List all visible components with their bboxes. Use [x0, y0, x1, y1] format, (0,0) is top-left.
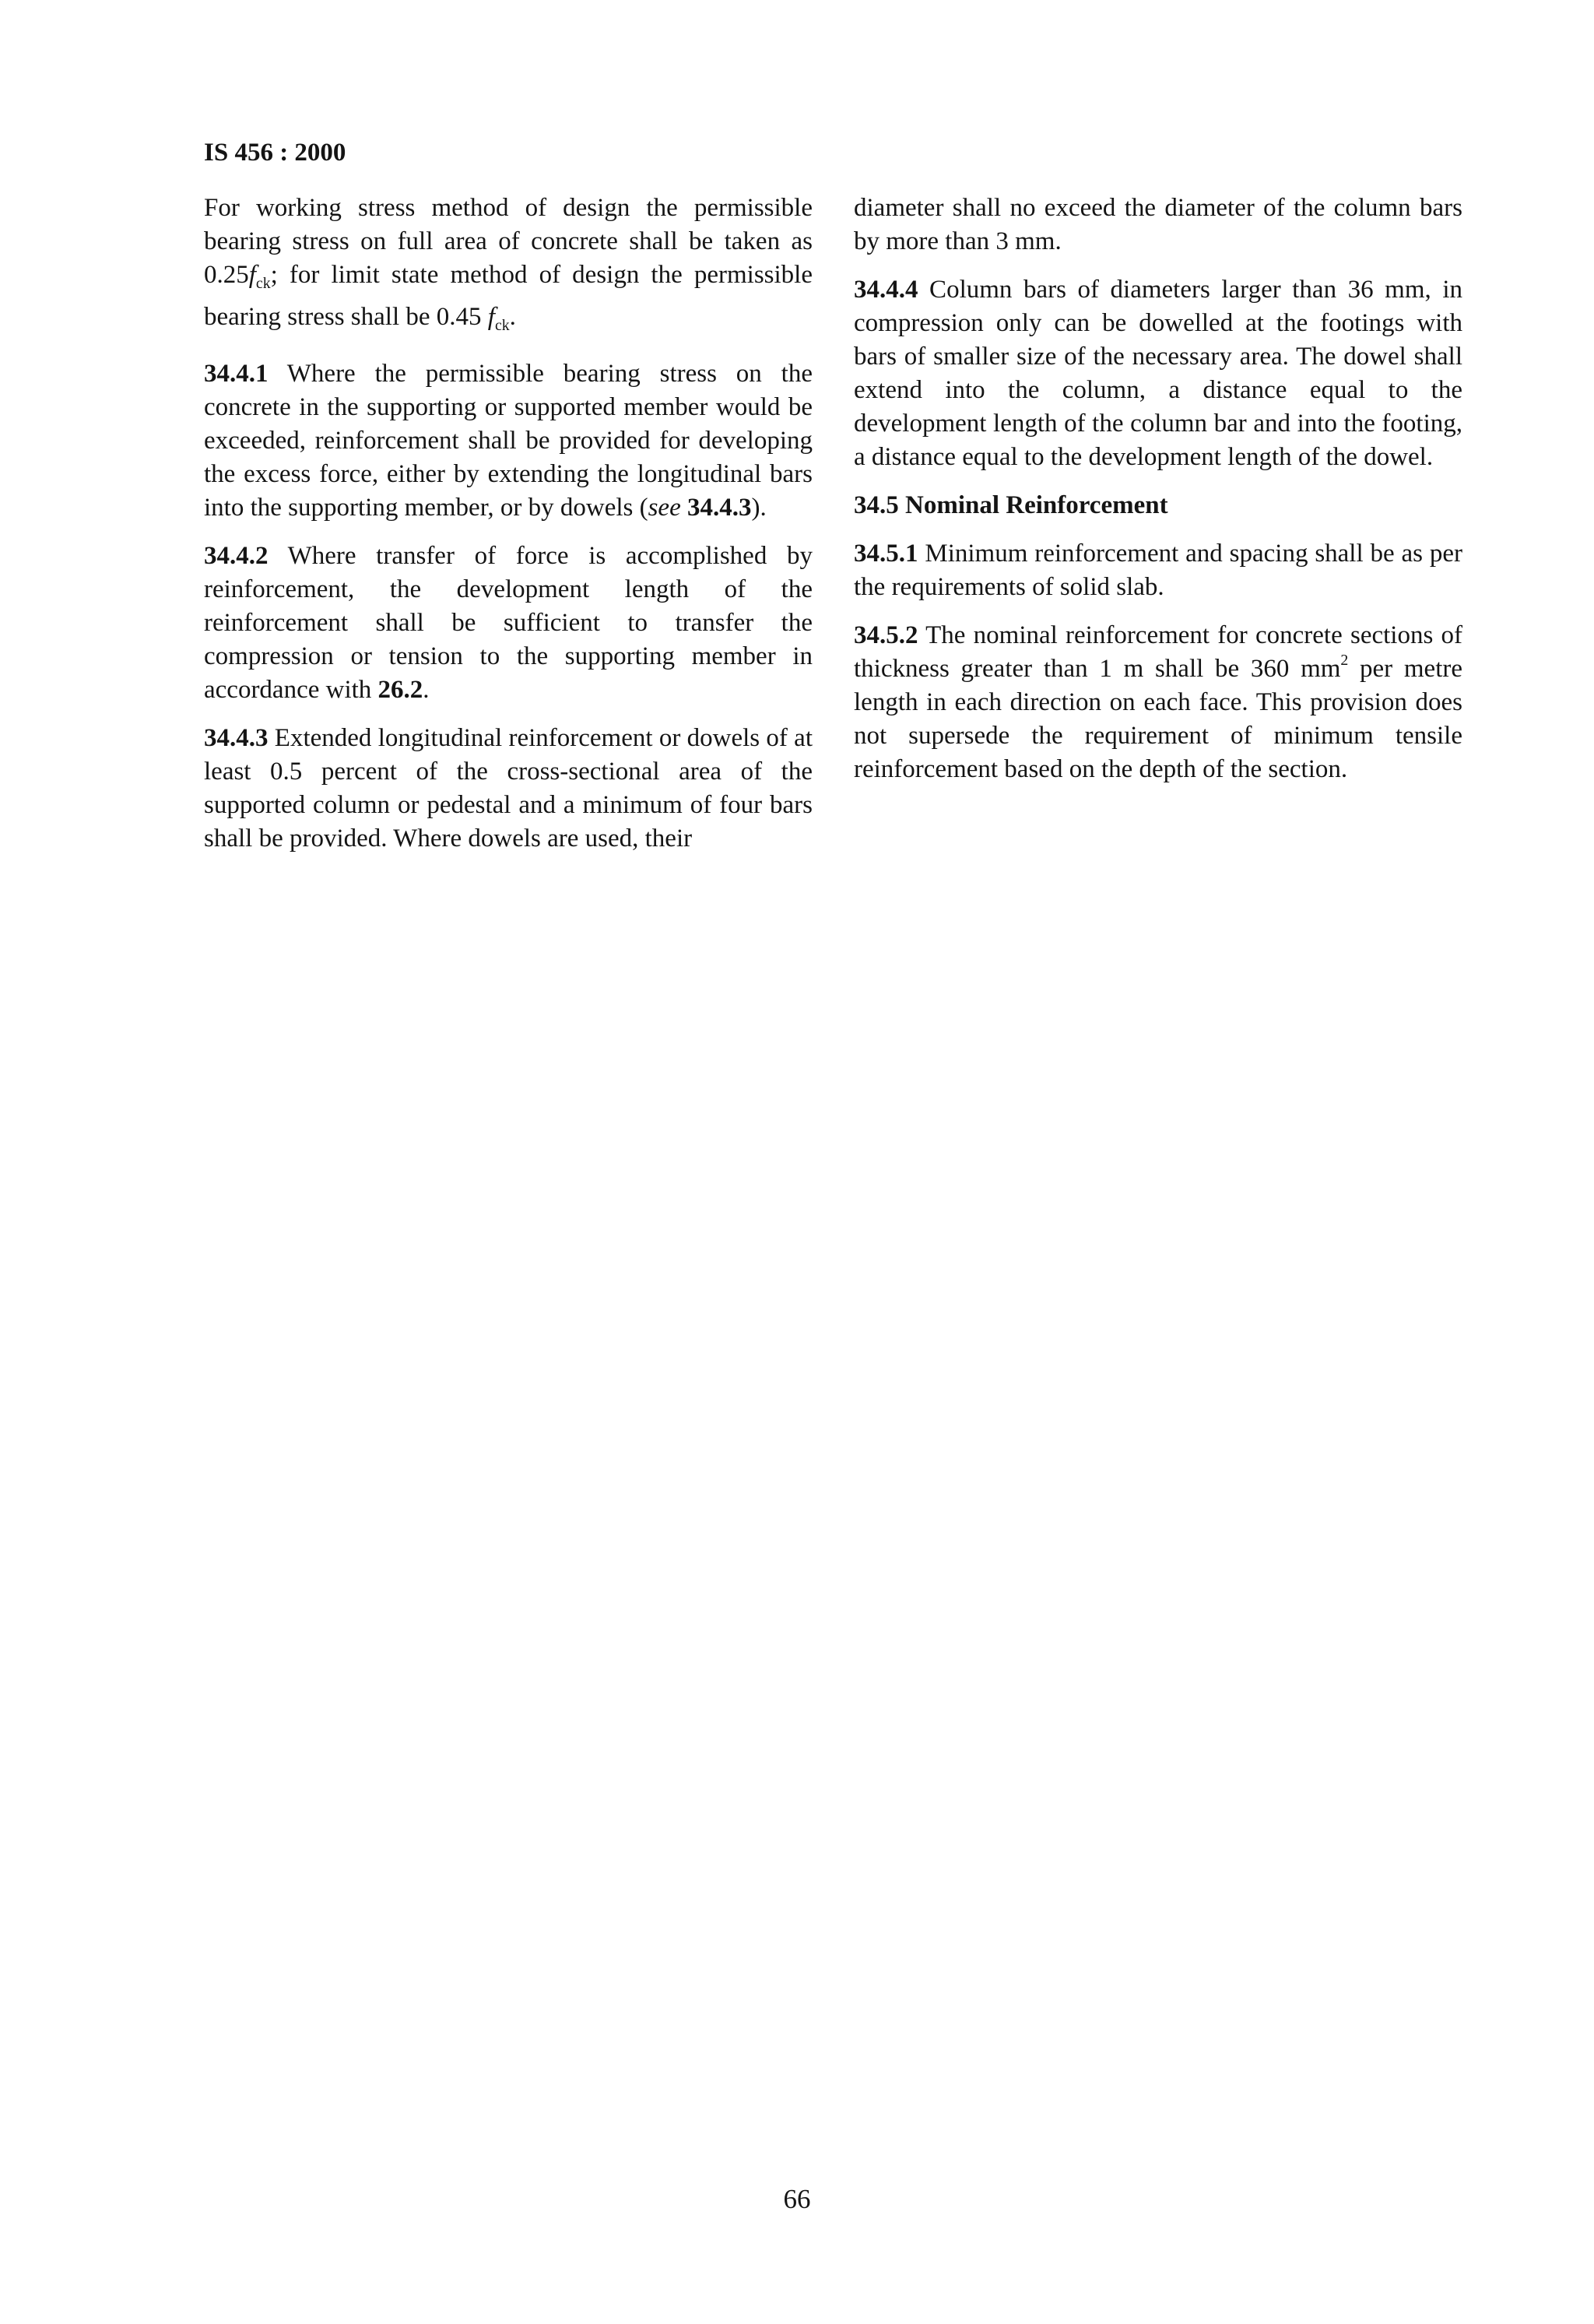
cross-reference: 26.2 — [377, 675, 423, 704]
paragraph-text: For working stress method of design the permissible bearing stress on full area of concrete shall be taken as 0.25 — [204, 194, 813, 289]
clause-text: Minimum reinforcement and spacing shall be as per the requirements of solid slab. — [854, 540, 1462, 601]
right-column — [854, 192, 1462, 801]
subscript-ck: ck — [494, 316, 510, 334]
symbol-f: f — [487, 302, 495, 331]
paragraph-continuation — [854, 192, 1462, 258]
left-column — [204, 192, 813, 870]
clause-34-4-3 — [204, 722, 813, 856]
paragraph-bearing-stress — [204, 192, 813, 343]
paragraph-text: diameter shall no exceed the diameter of the column bars by more than 3 mm. — [854, 194, 1462, 255]
document-header: IS 456 : 2000 — [204, 139, 346, 167]
cross-reference: 34.4.3 — [686, 493, 752, 522]
paragraph-text: . — [509, 302, 516, 331]
clause-number: 34.5.2 — [854, 621, 918, 649]
paragraph-text: ; for limit state method of design the permissible bearing stress shall be 0.45 — [204, 261, 813, 331]
clause-34-5-2 — [854, 619, 1462, 786]
subscript-ck: ck — [255, 274, 271, 292]
clause-number: 34.4.4 — [854, 276, 918, 304]
clause-text: Column bars of diameters larger than 36 mm, in compression only can be dowelled at the footings with bars of smaller size of the necessary area. The dowel shall extend into the column, a distance equal to the development length of the column bar and into the footing, a distance equal to the development length of the dowel. — [854, 276, 1462, 471]
superscript-2: 2 — [1340, 652, 1349, 670]
clause-text: Where transfer of force is accomplished by reinforcement, the development length of the reinforcement shall be sufficient to transfer the compression or tension to the supporting member in accordance with — [204, 541, 813, 704]
clause-number: 34.4.3 — [204, 723, 269, 752]
clause-text: Extended longitudinal reinforcement or dowels of at least 0.5 percent of the cross-sectional area of the supported column or pedestal and a minimum of four bars shall be provided. Where dowels are used, their — [204, 723, 813, 853]
clause-number: 34.4.1 — [204, 359, 269, 388]
section-heading: 34.5 Nominal Reinforcement — [854, 491, 1168, 519]
clause-34-4-2 — [204, 540, 813, 707]
clause-text: The nominal reinforcement for concrete sections of thickness greater than 1 m shall be 360 mm — [854, 621, 1462, 683]
clause-text: . — [423, 675, 430, 704]
symbol-f: f — [248, 261, 256, 289]
clause-34-5-1 — [854, 537, 1462, 604]
clause-34-4-4 — [854, 273, 1462, 474]
see-reference: see — [648, 493, 681, 522]
clause-text: per metre length in each direction on each face. This provision does not supersede the requirement of minimum tensile reinforcement based on the depth of the section. — [854, 655, 1462, 783]
page-number: 66 — [783, 2184, 811, 2214]
clause-34-4-1 — [204, 357, 813, 525]
clause-text: Where the permissible bearing stress on the concrete in the supporting or supported member would be exceeded, reinforcement shall be provided for developing the excess force, either by extending the longitudinal bars into the supporting member, or by dowels ( — [204, 359, 813, 522]
clause-number: 34.5.1 — [854, 540, 918, 568]
clause-text: ). — [751, 493, 767, 522]
clause-number: 34.4.2 — [204, 541, 269, 570]
